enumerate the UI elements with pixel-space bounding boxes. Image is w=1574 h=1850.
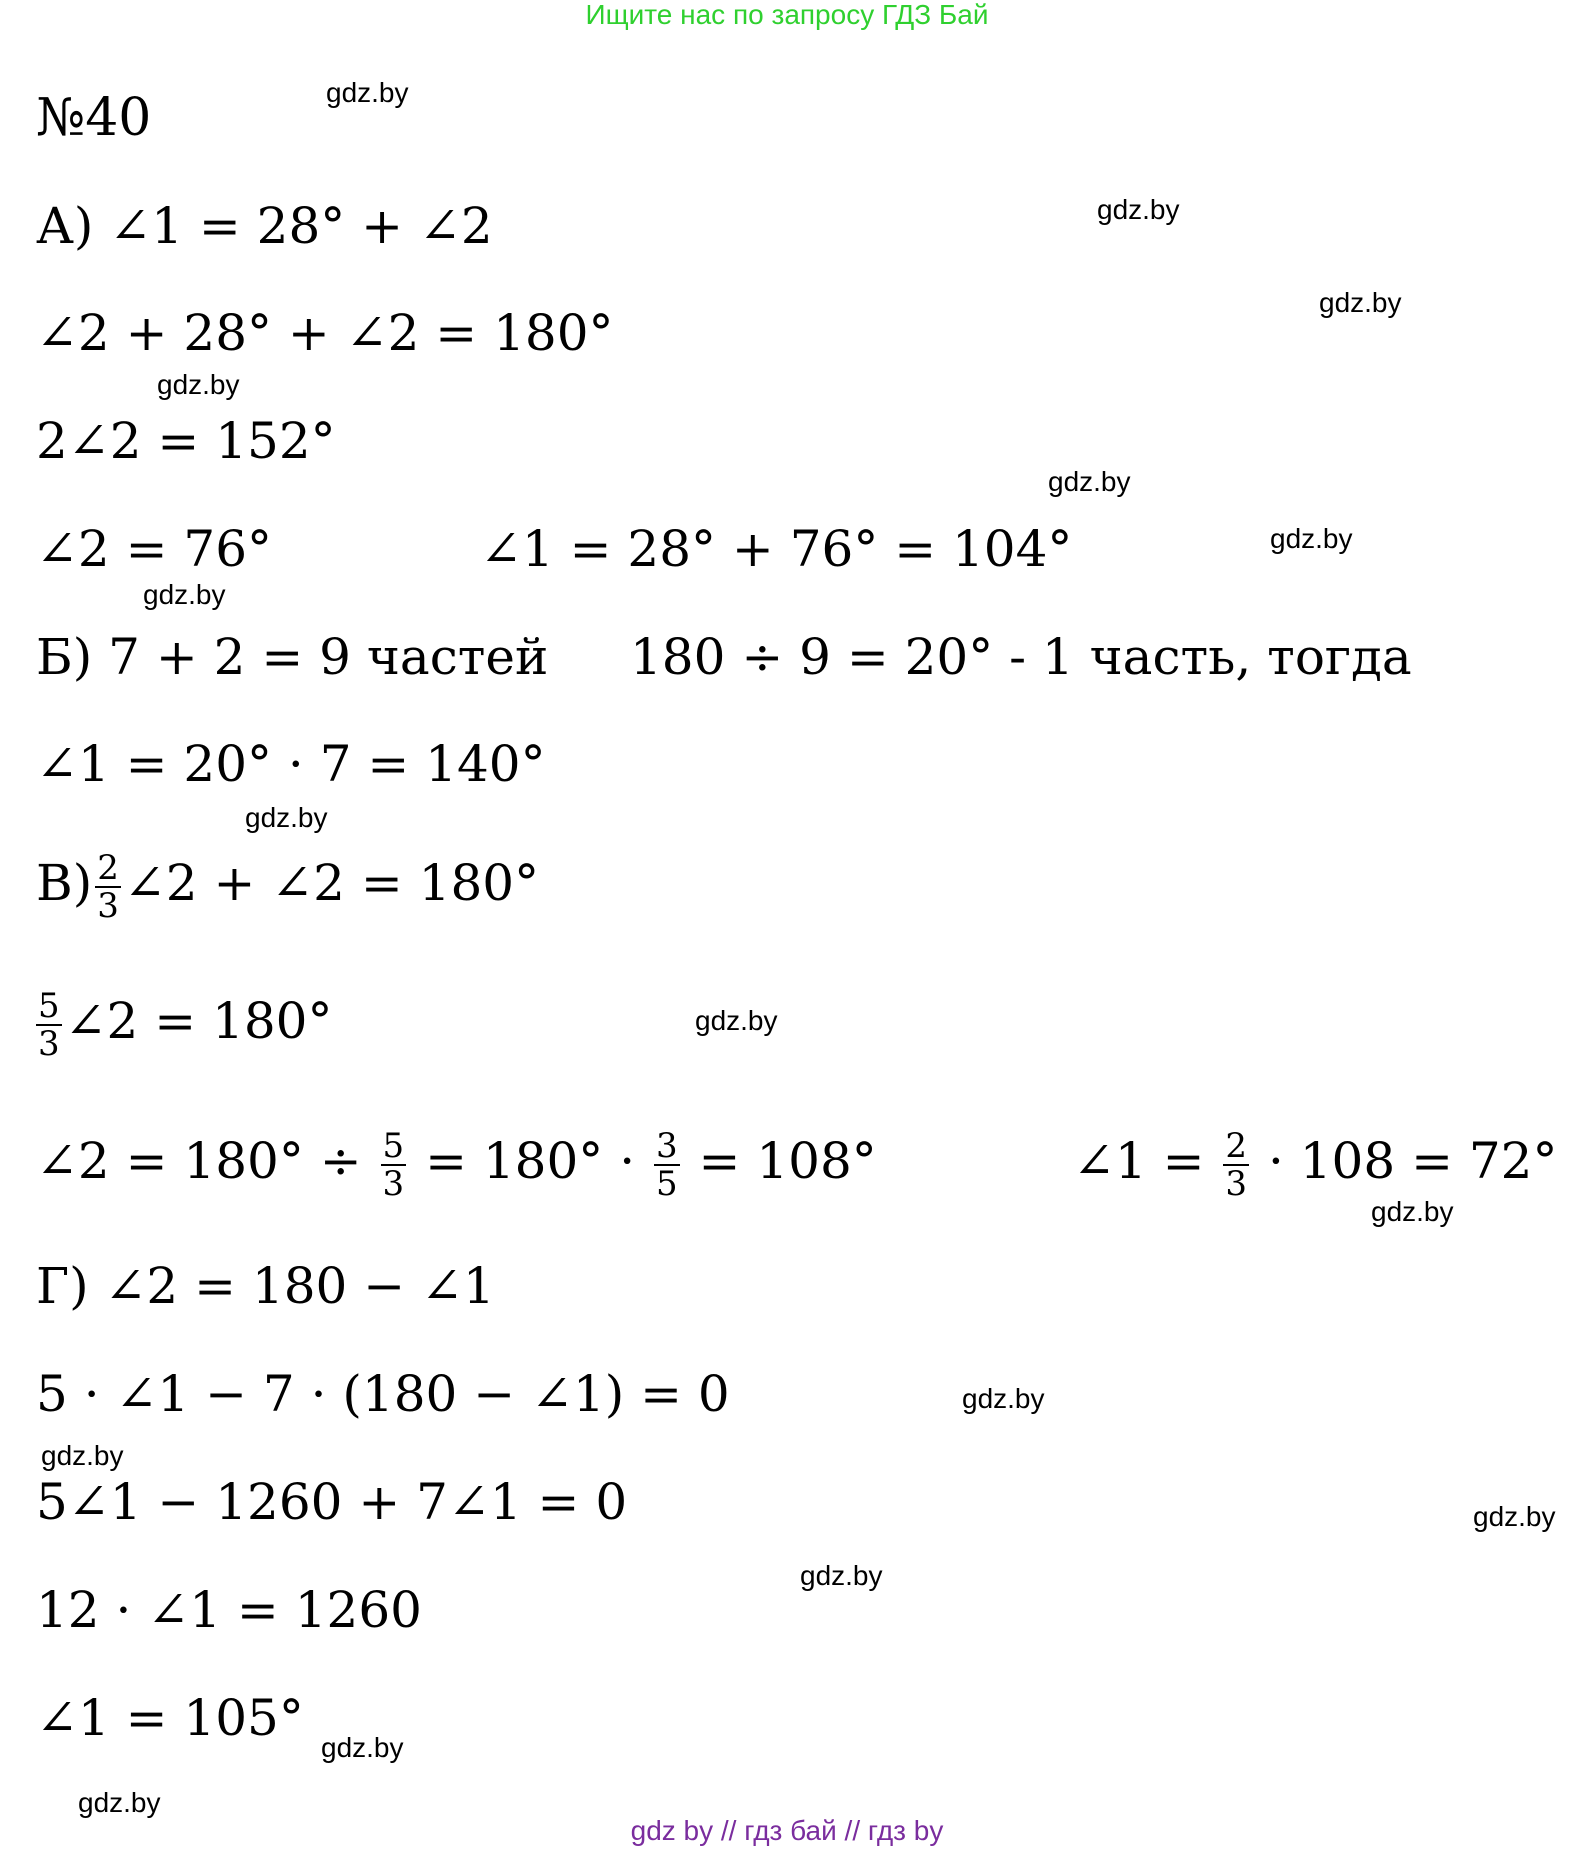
watermark: gdz.by — [1371, 1196, 1454, 1227]
part-v-prefix: В) — [36, 854, 93, 912]
watermark: gdz.by — [321, 1732, 404, 1763]
part-a-line-3: 2∠2 = 152° — [36, 412, 336, 470]
fraction-denominator: 3 — [97, 886, 119, 926]
watermark: gdz.by — [1473, 1501, 1556, 1532]
fraction — [654, 1128, 680, 1202]
part-g-line-1: Г) ∠2 = 180 − ∠1 — [36, 1257, 495, 1315]
part-a-line-4a: ∠2 = 76° — [36, 520, 273, 578]
fraction-numerator: 2 — [97, 848, 119, 888]
top-banner: Ищите нас по запросу ГДЗ Бай — [585, 0, 989, 30]
fraction-numerator: 2 — [1225, 1126, 1248, 1166]
watermark: gdz.by — [157, 369, 240, 400]
fraction-denominator: 3 — [38, 1024, 60, 1064]
fraction — [95, 850, 121, 924]
part-v-line-1-rest: ∠2 + ∠2 = 180° — [123, 854, 540, 912]
part-a-line-4b: ∠1 = 28° + 76° = 104° — [480, 520, 1073, 578]
watermark: gdz.by — [800, 1560, 883, 1591]
part-b-line-1a: Б) 7 + 2 = 9 частей — [36, 628, 549, 686]
watermark: gdz.by — [695, 1005, 778, 1036]
part-v-line-3-part-3: = 108° — [698, 1132, 877, 1190]
part-v-line-3 — [36, 1128, 877, 1202]
part-v-line-3-part-2: = 180° · — [425, 1132, 636, 1190]
watermark: gdz.by — [1097, 194, 1180, 225]
part-v-line-2-rest: ∠2 = 180° — [64, 992, 333, 1050]
part-v-line-3b-part-1: ∠1 = — [1073, 1132, 1205, 1190]
part-g-line-3: 5∠1 − 1260 + 7∠1 = 0 — [36, 1473, 628, 1531]
fraction-denominator: 3 — [1225, 1164, 1248, 1204]
part-v-line-2 — [36, 988, 332, 1062]
problem-number: №40 — [36, 88, 152, 148]
fraction-denominator: 5 — [656, 1164, 678, 1204]
footer-links: gdz by // гдз бай // гдз by — [630, 1815, 944, 1846]
part-v-line-3b-part-2: · 108 = 72° — [1267, 1132, 1558, 1190]
part-g-line-4: 12 · ∠1 = 1260 — [36, 1581, 422, 1639]
part-v-line-1 — [36, 850, 539, 924]
fraction — [1223, 1128, 1249, 1202]
fraction-numerator: 3 — [656, 1126, 678, 1166]
part-g-line-2: 5 · ∠1 − 7 · (180 − ∠1) = 0 — [36, 1365, 730, 1423]
fraction — [381, 1128, 407, 1202]
watermark: gdz.by — [326, 77, 409, 108]
watermark: gdz.by — [1270, 523, 1353, 554]
part-g-line-5: ∠1 = 105° — [36, 1689, 304, 1747]
watermark: gdz.by — [962, 1383, 1045, 1414]
part-v-line-3b — [1073, 1128, 1557, 1202]
watermark: gdz.by — [143, 579, 226, 610]
watermark: gdz.by — [41, 1440, 124, 1471]
watermark: gdz.by — [78, 1787, 161, 1818]
fraction-denominator: 3 — [382, 1164, 405, 1204]
watermark: gdz.by — [245, 802, 328, 833]
part-a-line-2: ∠2 + 28° + ∠2 = 180° — [36, 304, 614, 362]
fraction-numerator: 5 — [382, 1126, 405, 1166]
part-b-line-2: ∠1 = 20° · 7 = 140° — [36, 735, 546, 793]
fraction — [36, 988, 62, 1062]
part-a-line-1: А) ∠1 = 28° + ∠2 — [36, 197, 493, 255]
part-v-line-3-part-1: ∠2 = 180° ÷ — [36, 1132, 362, 1190]
part-b-line-1b: 180 ÷ 9 = 20° - 1 часть, тогда — [630, 628, 1412, 686]
watermark: gdz.by — [1319, 287, 1402, 318]
fraction-numerator: 5 — [38, 986, 60, 1026]
watermark: gdz.by — [1048, 466, 1131, 497]
